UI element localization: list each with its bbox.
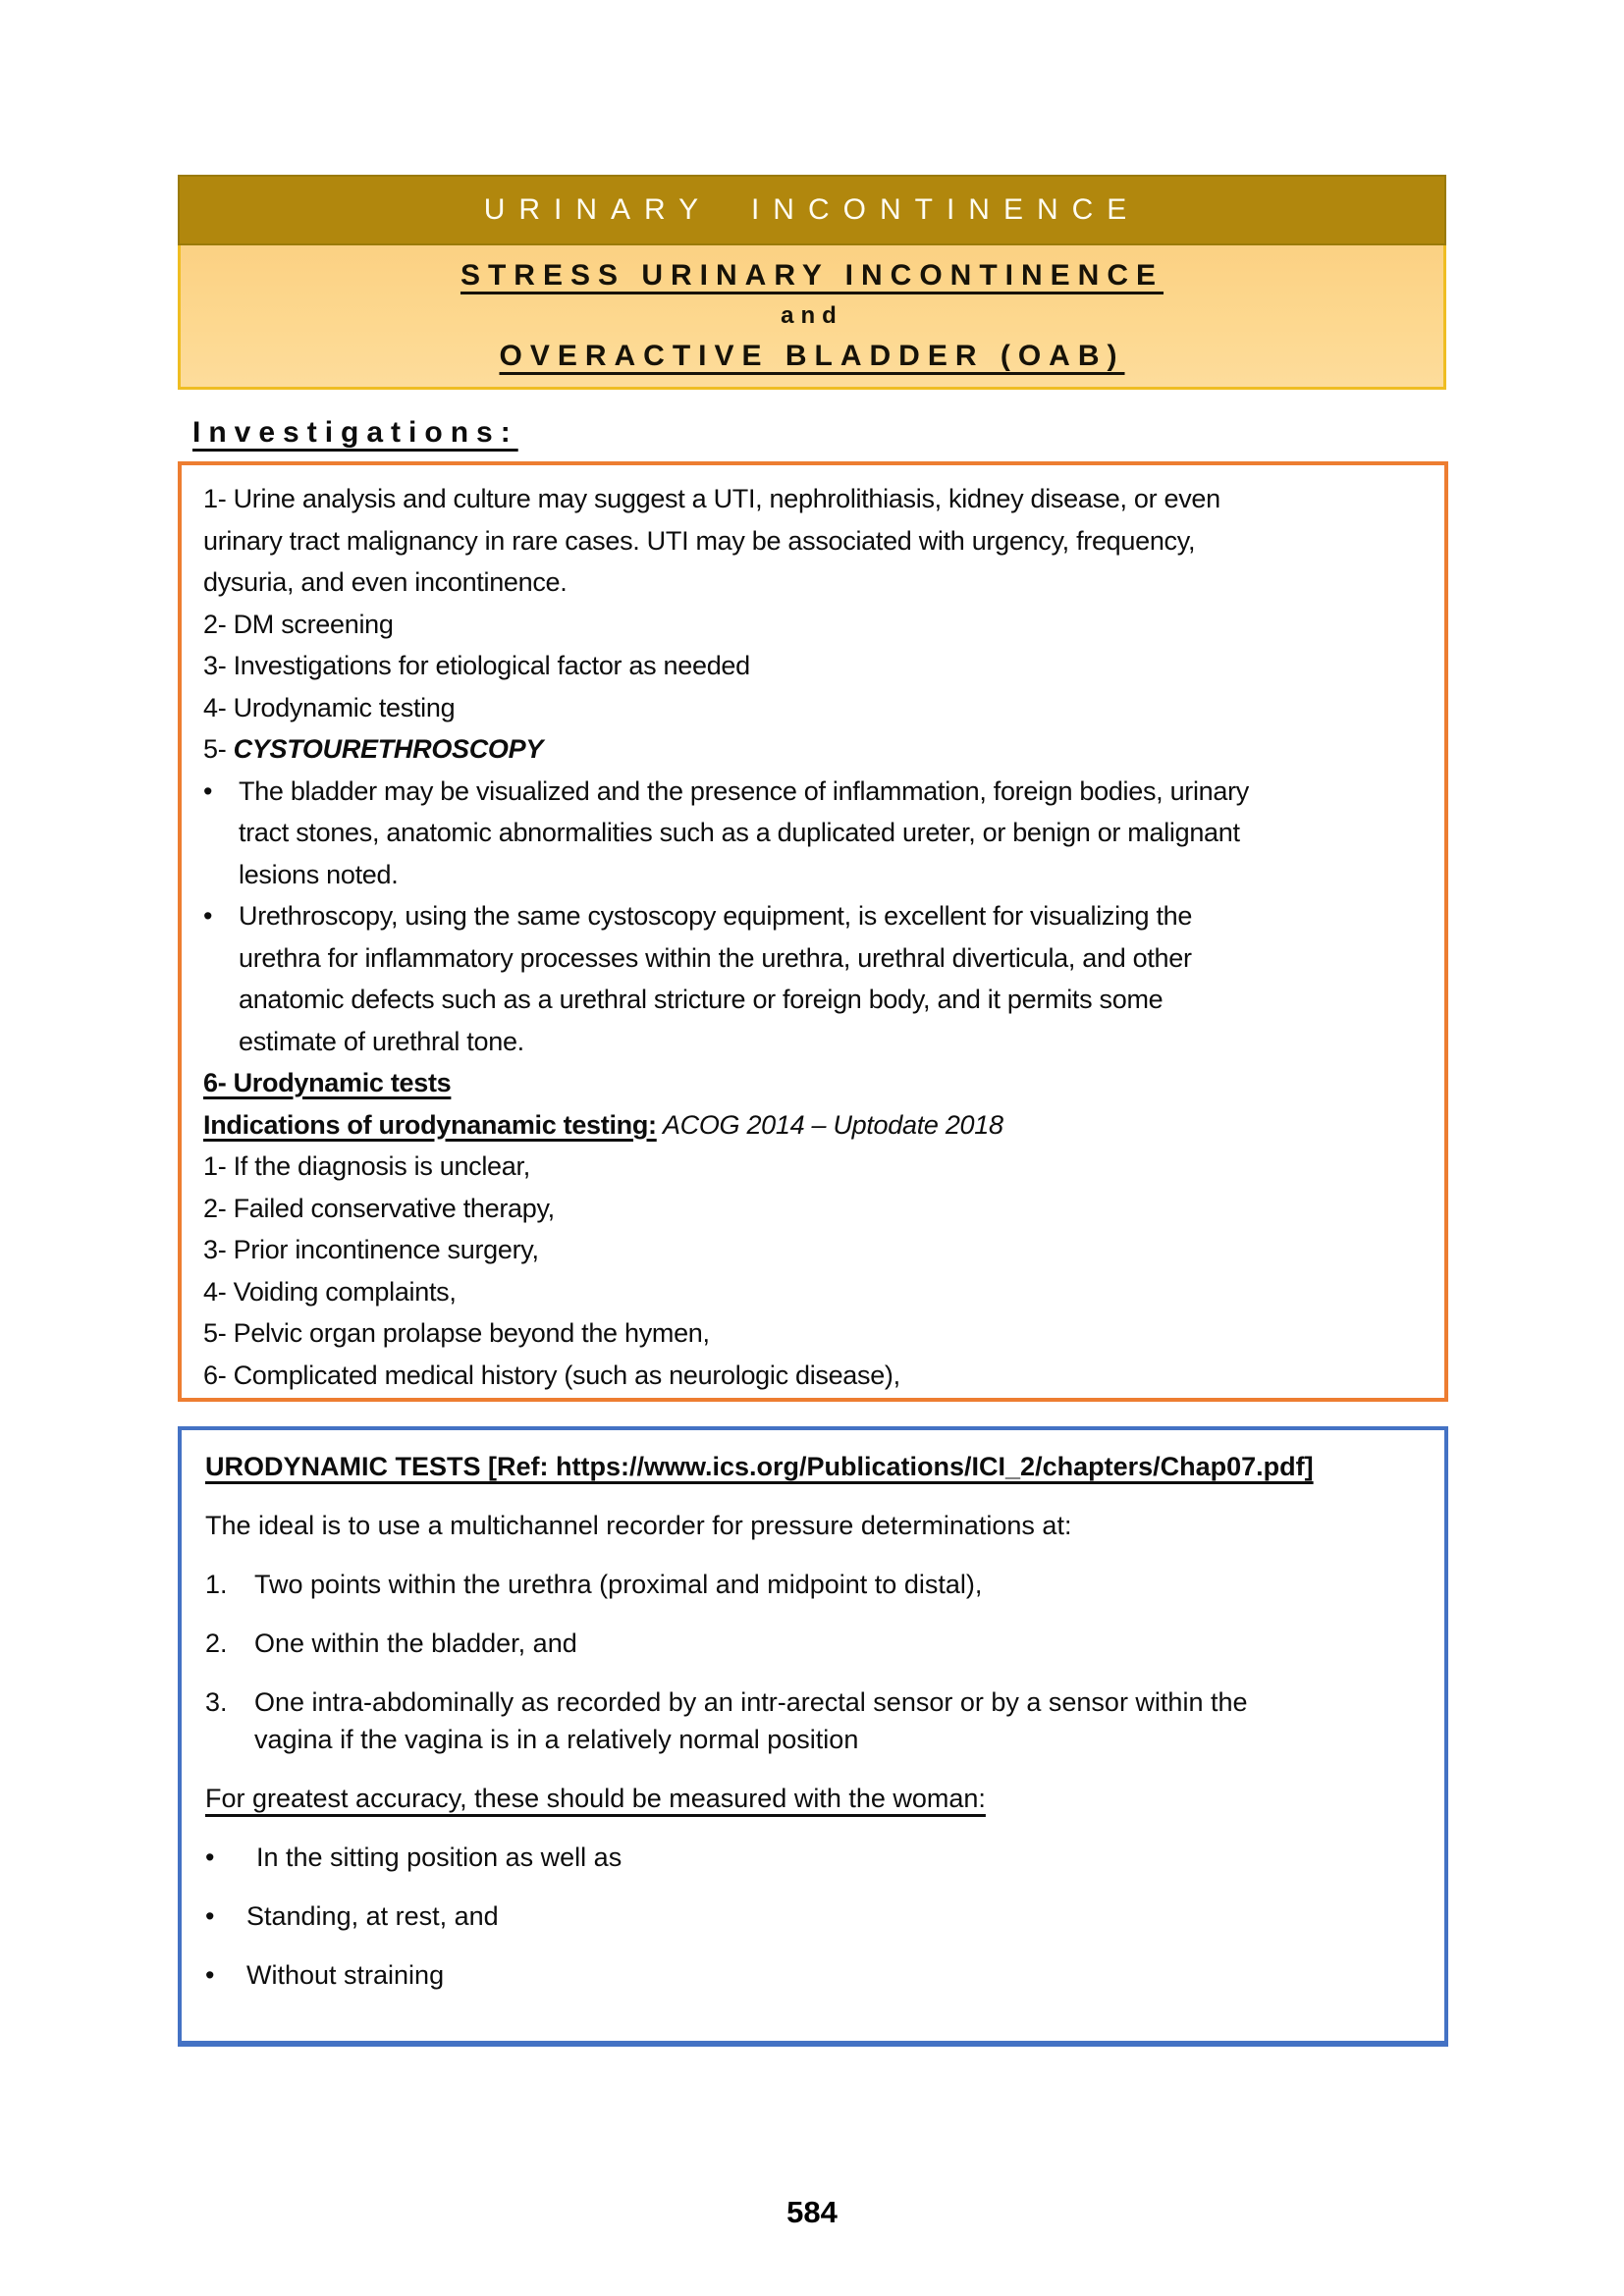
bullet-text: In the sitting position as well as [256,1842,623,1872]
item5-term: CYSTOURETHROSCOPY [233,734,544,764]
bullet-text: Standing, at rest, and [246,1901,499,1931]
bullet-glyph: • [205,1960,215,1990]
investigations-line: 3- Investigations for etiological factor as needed [203,651,750,680]
bullet-continuation: lesions noted. [239,859,399,889]
item-text: One within the bladder, and [254,1629,577,1658]
indication-item: 4- Voiding complaints, [203,1276,457,1307]
banner-subtitle-line3: OVERACTIVE BLADDER (OAB) [499,340,1125,372]
bullet-text: The bladder may be visualized and the presence of inflammation, foreign bodies, urinary [239,775,1249,806]
item5-prefix: 5- [203,734,234,764]
indications-reference: ACOG 2014 – Uptodate 2018 [656,1109,1003,1140]
urodynamic-intro: The ideal is to use a multichannel recorder for pressure determinations at: [205,1511,1072,1540]
bullet-line [203,771,1423,813]
header-banner [178,175,1446,390]
bullet-glyph: • [203,775,213,806]
bullet-continuation: tract stones, anatomic abnormalities such as a duplicated ureter, or benign or malignant [239,818,1240,847]
bullet-continuation: estimate of urethral tone. [239,1026,524,1056]
urodynamic-tests-subheading: 6- Urodynamic tests [203,1068,452,1097]
item-number: 3. [205,1687,228,1717]
urodynamic-box-title: URODYNAMIC TESTS [Ref: https://www.ics.org/Publications/ICI_2/chapters/Chap07.pdf] [205,1452,1314,1481]
bullet-line [205,1897,1421,1935]
page-number: 584 [786,2195,838,2229]
investigations-line: urinary tract malignancy in rare cases. UTI may be associated with urgency, frequency, [203,525,1196,556]
indication-item: 6- Complicated medical history (such as neurologic disease), [203,1360,900,1390]
item-number: 1. [205,1570,228,1599]
urodynamic-tests-box [178,1426,1448,2047]
numbered-item [205,1566,1421,1603]
investigations-line: dysuria, and even incontinence. [203,567,568,597]
numbered-item [205,1625,1421,1662]
bullet-line [203,895,1423,937]
indication-item: 3- Prior incontinence surgery, [203,1235,539,1264]
bullet-text: Without straining [246,1960,445,1990]
indications-line [203,1104,1423,1147]
bullet-glyph: • [205,1842,215,1872]
investigations-line: 4- Urodynamic testing [203,692,456,722]
indication-item: 5- Pelvic organ prolapse beyond the hymen, [203,1318,710,1348]
item-number: 2. [205,1629,228,1658]
investigations-line: 1- Urine analysis and culture may suggest a UTI, nephrolithiasis, kidney disease, or even [203,484,1220,513]
indications-label: Indications of urodynanamic testing: [203,1109,657,1140]
banner-subtitle-line2: and [781,302,843,329]
bullet-text: Urethroscopy, using the same cystoscopy equipment, is excellent for visualizing the [239,901,1193,931]
bullet-continuation: urethra for inflammatory processes within the urethra, urethral diverticula, and other [239,942,1192,973]
investigations-box [178,461,1448,1402]
numbered-item [205,1683,1421,1758]
section-heading-investigations: Investigations: [192,416,518,449]
banner-title-bar [178,175,1446,245]
bullet-continuation: anatomic defects such as a urethral stricture or foreign body, and it permits some [239,985,1164,1014]
banner-subtitle-line1: STRESS URINARY INCONTINENCE [460,259,1164,292]
bullet-glyph: • [205,1901,215,1931]
banner-title: URINARY INCONTINENCE [483,193,1141,226]
accuracy-heading: For greatest accuracy, these should be measured with the woman: [205,1784,986,1813]
indication-item: 1- If the diagnosis is unclear, [203,1151,530,1181]
bullet-line [205,1956,1421,1994]
investigations-line-cystourethroscopy [203,728,1423,771]
bullet-glyph: • [203,901,213,931]
bullet-line [205,1839,1421,1876]
investigations-line: 2- DM screening [203,609,394,639]
banner-subtitle-bar [178,245,1446,390]
indication-item: 2- Failed conservative therapy, [203,1193,555,1223]
item-text: One intra-abdominally as recorded by an intr-arectal sensor or by a sensor within the vagina if the vagina is in a relatively normal position [254,1687,1248,1754]
item-text: Two points within the urethra (proximal and midpoint to distal), [254,1570,983,1599]
